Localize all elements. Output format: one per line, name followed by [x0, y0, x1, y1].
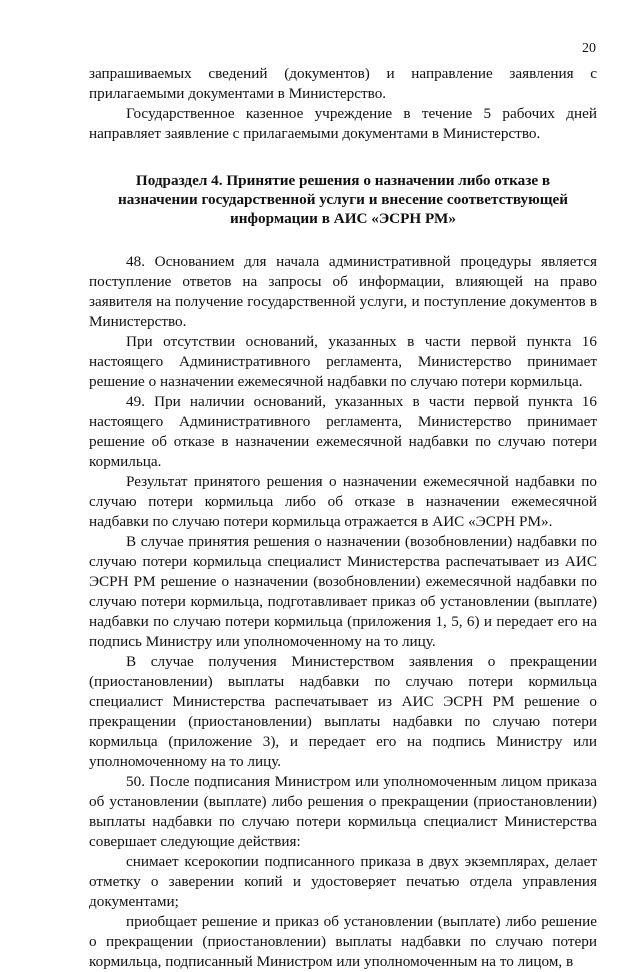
paragraph: снимает ксерокопии подписанного приказа в двух экземплярах, делает отметку о заверении копий и удостоверяет печатью отдела управления документами;: [89, 853, 597, 910]
document-body: [89, 64, 597, 972]
page-number: 20: [582, 41, 596, 56]
section-heading: Подраздел 4. Принятие решения о назначении либо отказе в назначении государственной услуги и внесение соответствующей информации в АИС «ЭСРН РМ»: [117, 172, 569, 227]
paragraph: В случае принятия решения о назначении (возобновлении) надбавки по случаю потери кормильца специалист Министерства распечатывает из АИС ЭСРН РМ решение о назначении (возобновлении) ежемесячной надбавки по случаю потери кормильца, подготавливает приказ об установлении (выплате) надбавки по случаю потери кормильца (приложения 1, 5, 6) и передает его на подпись Министру или уполномоченному на то лицу.: [89, 533, 597, 650]
paragraph: приобщает решение и приказ об установлении (выплате) либо решение о прекращении (приостановлении) выплаты надбавки по случаю потери кормильца, подписанный Министром или уполномоченным на то лицом, в: [89, 913, 597, 970]
paragraph: При отсутствии оснований, указанных в части первой пункта 16 настоящего Административного регламента, Министерство принимает решение о назначении ежемесячной надбавки по случаю потери кормильца.: [89, 333, 597, 390]
paragraph: В случае получения Министерством заявления о прекращении (приостановлении) выплаты надбавки по случаю потери кормильца специалист Министерства распечатывает из АИС ЭСРН РМ решение о прекращении (приостановлении) выплаты надбавки по случаю потери кормильца (приложение 3), и передает его на подпись Министру или уполномоченному на то лицу.: [89, 653, 597, 770]
paragraph: Результат принятого решения о назначении ежемесячной надбавки по случаю потери кормильца либо об отказе в назначении ежемесячной надбавки по случаю потери кормильца отражается в АИС «ЭСРН РМ».: [89, 473, 597, 530]
paragraph: 49. При наличии оснований, указанных в части первой пункта 16 настоящего Административного регламента, Министерство принимает решение об отказе в назначении ежемесячной надбавки по случаю потери кормильца.: [89, 393, 597, 470]
paragraph: 50. После подписания Министром или уполномоченным лицом приказа об установлении (выплате) либо решения о прекращении (приостановлении) выплаты надбавки по случаю потери кормильца специалист Министерства совершает следующие действия:: [89, 773, 597, 850]
paragraph: 48. Основанием для начала административной процедуры является поступление ответов на запросы об информации, влияющей на право заявителя на получение государственной услуги, и поступление документов в Министерство.: [89, 253, 597, 330]
paragraph: запрашиваемых сведений (документов) и направление заявления с прилагаемыми документами в Министерство.: [89, 65, 597, 102]
paragraph: Государственное казенное учреждение в течение 5 рабочих дней направляет заявление с прилагаемыми документами в Министерство.: [89, 105, 597, 142]
